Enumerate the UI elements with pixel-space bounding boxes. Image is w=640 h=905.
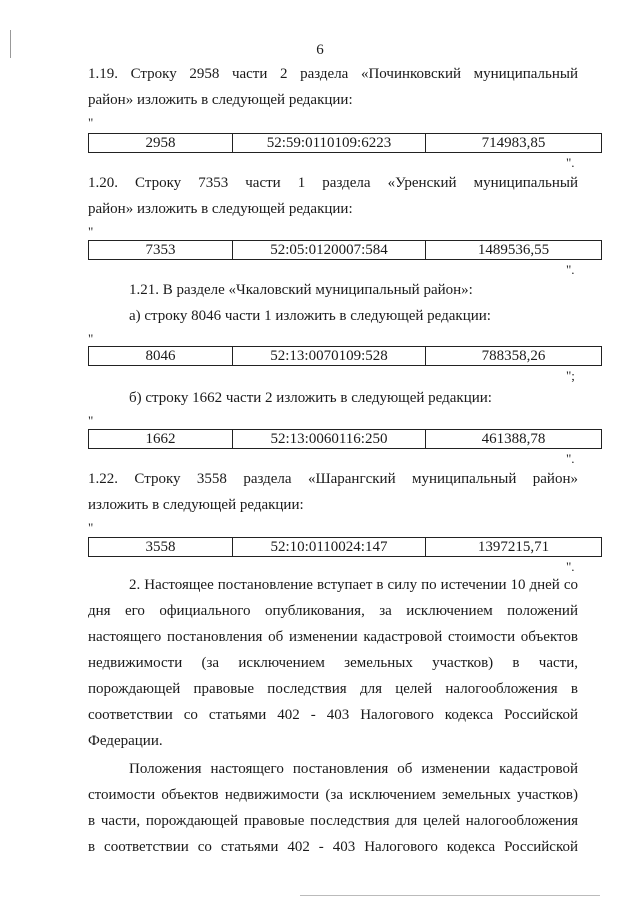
para2-line: Федерации. bbox=[88, 733, 163, 749]
open-quote: " bbox=[88, 224, 94, 239]
item-1-21-b-line: б) строку 1662 части 2 изложить в следующей редакции: bbox=[129, 390, 492, 406]
open-quote: " bbox=[88, 115, 94, 130]
row-table-3558 bbox=[88, 537, 602, 557]
cadastral-number-cell: 52:10:0110024:147 bbox=[233, 538, 426, 557]
cadastral-value-cell: 461388,78 bbox=[426, 430, 602, 449]
para3-line: Положения настоящего постановления об изменении кадастровой bbox=[129, 761, 578, 777]
row-number-cell: 7353 bbox=[89, 241, 233, 260]
cadastral-value-cell: 1489536,55 bbox=[426, 241, 602, 260]
para2-line: дня его официального опубликования, за исключением положений bbox=[88, 603, 578, 619]
item-1-19-line1: 1.19. Строку 2958 части 2 раздела «Починковский муниципальный bbox=[88, 66, 578, 82]
close-quote: ". bbox=[566, 451, 575, 466]
cadastral-number-cell: 52:05:0120007:584 bbox=[233, 241, 426, 260]
open-quote: " bbox=[88, 520, 94, 535]
close-quote: ". bbox=[566, 559, 575, 574]
para3-line: в части, порождающей правовые последствия для целей налогообложения bbox=[88, 813, 578, 829]
item-1-21-line1: 1.21. В разделе «Чкаловский муниципальный район»: bbox=[129, 282, 473, 298]
row-number-cell: 8046 bbox=[89, 347, 233, 366]
row-number-cell: 1662 bbox=[89, 430, 233, 449]
cadastral-number-cell: 52:59:0110109:6223 bbox=[233, 134, 426, 153]
row-number-cell: 2958 bbox=[89, 134, 233, 153]
row-table-2958 bbox=[88, 133, 602, 153]
item-1-22-line1: 1.22. Строку 3558 раздела «Шарангский муниципальный район» bbox=[88, 471, 578, 487]
open-quote: " bbox=[88, 413, 94, 428]
item-1-20-line2: район» изложить в следующей редакции: bbox=[88, 201, 353, 217]
para2-line: порождающей правовые последствия для целей налогообложения в bbox=[88, 681, 578, 697]
scan-artifact-rule bbox=[300, 895, 600, 896]
row-table-7353 bbox=[88, 240, 602, 260]
table-row bbox=[89, 430, 602, 449]
table-row bbox=[89, 241, 602, 260]
cadastral-value-cell: 714983,85 bbox=[426, 134, 602, 153]
table-row bbox=[89, 347, 602, 366]
item-1-20-line1: 1.20. Строку 7353 части 1 раздела «Уренский муниципальный bbox=[88, 175, 578, 191]
close-quote: "; bbox=[566, 368, 575, 383]
table-row bbox=[89, 134, 602, 153]
cadastral-value-cell: 788358,26 bbox=[426, 347, 602, 366]
close-quote: ". bbox=[566, 155, 575, 170]
item-1-19-line2: район» изложить в следующей редакции: bbox=[88, 92, 353, 108]
item-1-21-a-line: а) строку 8046 части 1 изложить в следующей редакции: bbox=[129, 308, 491, 324]
para2-line: 2. Настоящее постановление вступает в силу по истечении 10 дней со bbox=[129, 577, 578, 593]
para2-line: соответствии со статьями 402 - 403 Налогового кодекса Российской bbox=[88, 707, 578, 723]
cadastral-number-cell: 52:13:0060116:250 bbox=[233, 430, 426, 449]
item-1-22-line2: изложить в следующей редакции: bbox=[88, 497, 304, 513]
row-number-cell: 3558 bbox=[89, 538, 233, 557]
cadastral-value-cell: 1397215,71 bbox=[426, 538, 602, 557]
para3-line: стоимости объектов недвижимости (за исключением земельных участков) bbox=[88, 787, 578, 803]
open-quote: " bbox=[88, 331, 94, 346]
close-quote: ". bbox=[566, 262, 575, 277]
para2-line: настоящего постановления об изменении кадастровой стоимости объектов bbox=[88, 629, 578, 645]
para2-line: недвижимости (за исключением земельных участков) в части, bbox=[88, 655, 578, 671]
table-row bbox=[89, 538, 602, 557]
cadastral-number-cell: 52:13:0070109:528 bbox=[233, 347, 426, 366]
row-table-1662 bbox=[88, 429, 602, 449]
row-table-8046 bbox=[88, 346, 602, 366]
page-number: 6 bbox=[316, 42, 324, 58]
para3-line: в соответствии со статьями 402 - 403 Налогового кодекса Российской bbox=[88, 839, 578, 855]
